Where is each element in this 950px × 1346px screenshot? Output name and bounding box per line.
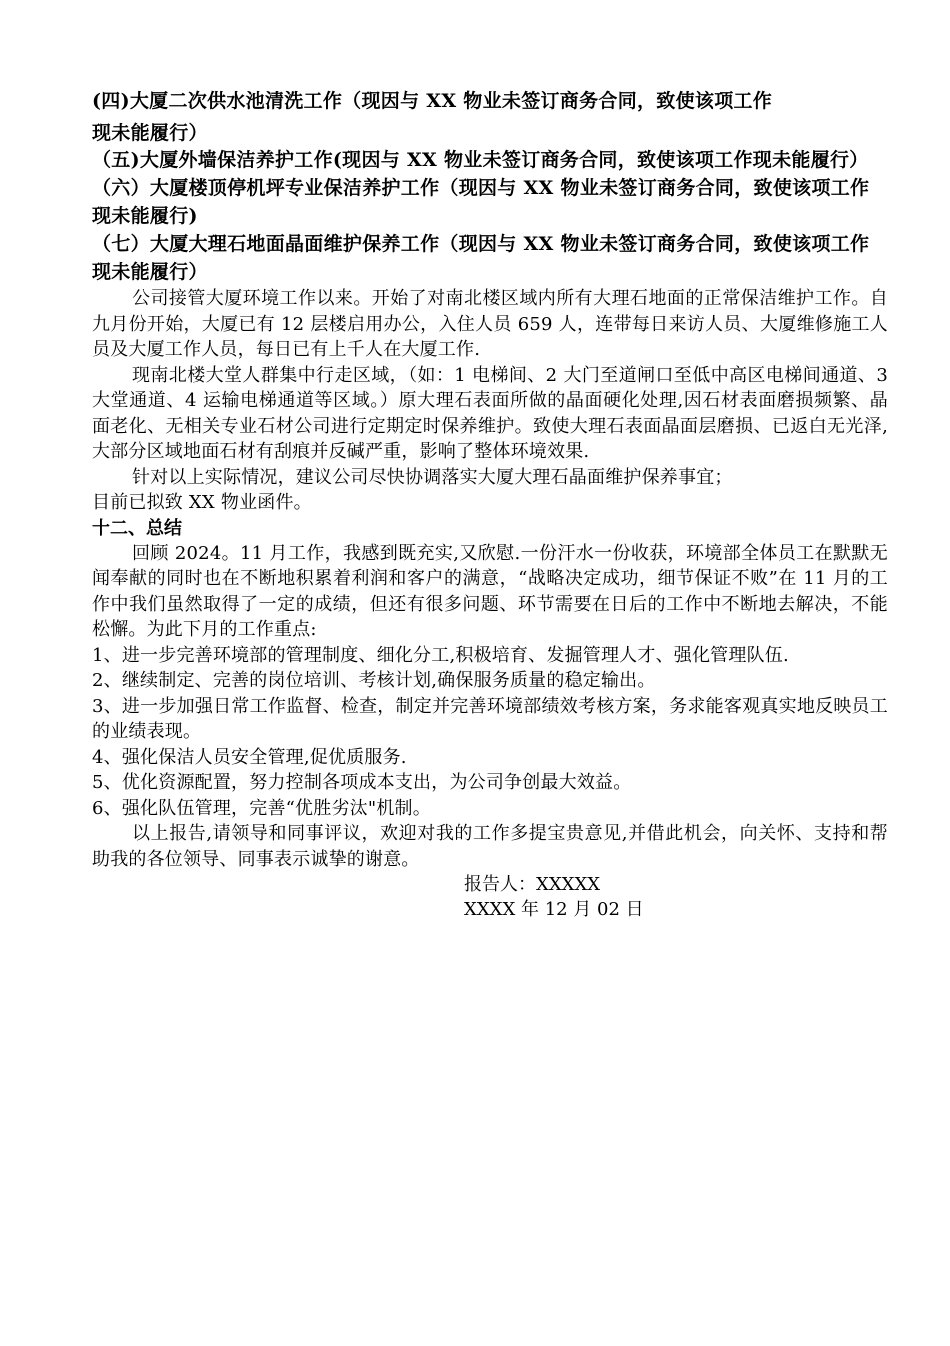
heading-item-5: （五)大厦外墙保洁养护工作(现因与 XX 物业未签订商务合同，致使该项工作现未能履行）: [92, 149, 869, 171]
summary-item: 2、继续制定、完善的岗位培训、考核计划,确保服务质量的稳定输出。: [92, 670, 656, 691]
paragraph-letter-note: 目前已拟致 XX 物业函件。: [92, 492, 312, 513]
signature-date: XXXX 年 12 月 02 日: [464, 899, 644, 920]
signature-reporter: 报告人：XXXXX: [464, 874, 601, 895]
summary-item: 3、进一步加强日常工作监督、检查，制定并完善环境部绩效考核方案，务求能客观真实地反映员工的业绩表现。: [92, 695, 888, 742]
summary-item: 5、优化资源配置，努力控制各项成本支出，为公司争创最大效益。: [92, 772, 632, 793]
summary-item: 6、强化队伍管理，完善“优胜劣汰"机制。: [92, 797, 431, 819]
paragraph-recommendation: 针对以上实际情况，建议公司尽快协调落实大厦大理石晶面维护保养事宜；: [132, 466, 733, 488]
heading-item-6: （六）大厦楼顶停机坪专业保洁养护工作（现因与 XX 物业未签订商务合同，致使该项工作现未能履行): [92, 177, 870, 227]
heading-item-4-line1: (四)大厦二次供水池清洗工作（现因与 XX 物业未签订商务合同，致使该项工作: [92, 90, 773, 112]
closing-paragraph: 以上报告,请领导和同事评议，欢迎对我的工作多提宝贵意见,并借此机会，向关怀、支持和帮助我的各位领导、同事表示诚挚的谢意。: [92, 823, 888, 870]
paragraph-lobby-condition: 现南北楼大堂人群集中行走区域，（如：1 电梯间、2 大门至道闸口至低中高区电梯间通道、3 大堂通道、4 运输电梯通道等区域。）原大理石表面所做的晶面硬化处理,因石材表面磨损频繁、晶面老化、无相关专业石材公司进行定期定时保养维护。致使大理石表面晶面层磨损、已返白无光泽,大部分区域地面石材有刮痕并反碱严重，影响了整体环境效果.: [92, 364, 888, 462]
heading-item-7: （七）大厦大理石地面晶面维护保养工作（现因与 XX 物业未签订商务合同，致使该项工作现未能履行）: [92, 233, 870, 283]
section-heading-summary: 十二、总结: [92, 517, 182, 539]
summary-item: 4、强化保洁人员安全管理,促优质服务.: [92, 746, 407, 768]
summary-item: 1、进一步完善环境部的管理制度、细化分工,积极培育、发掘管理人才、强化管理队伍.: [92, 644, 789, 666]
document-body: [92, 84, 888, 922]
summary-intro: 回顾 2024。11 月工作，我感到既充实,又欣慰.一份汗水一份收获，环境部全体员工在默默无闻奉献的同时也在不断地积累着利润和客户的满意，“战略决定成功，细节保证不败”在 11 月的工作中我们虽然取得了一定的成绩，但还有很多问题、环节需要在日后的工作中不断地去解决，不能松懈。为此下月的工作重点:: [92, 542, 888, 640]
heading-item-4-line2: 现未能履行）: [92, 122, 208, 144]
paragraph-marble-maintenance-intro: 公司接管大厦环境工作以来。开始了对南北楼区域内所有大理石地面的正常保洁维护工作。自九月份开始，大厦已有 12 层楼启用办公，入住人员 659 人，连带每日来访人员、大厦维修施工人员及大厦工作人员，每日已有上千人在大厦工作.: [92, 288, 888, 360]
